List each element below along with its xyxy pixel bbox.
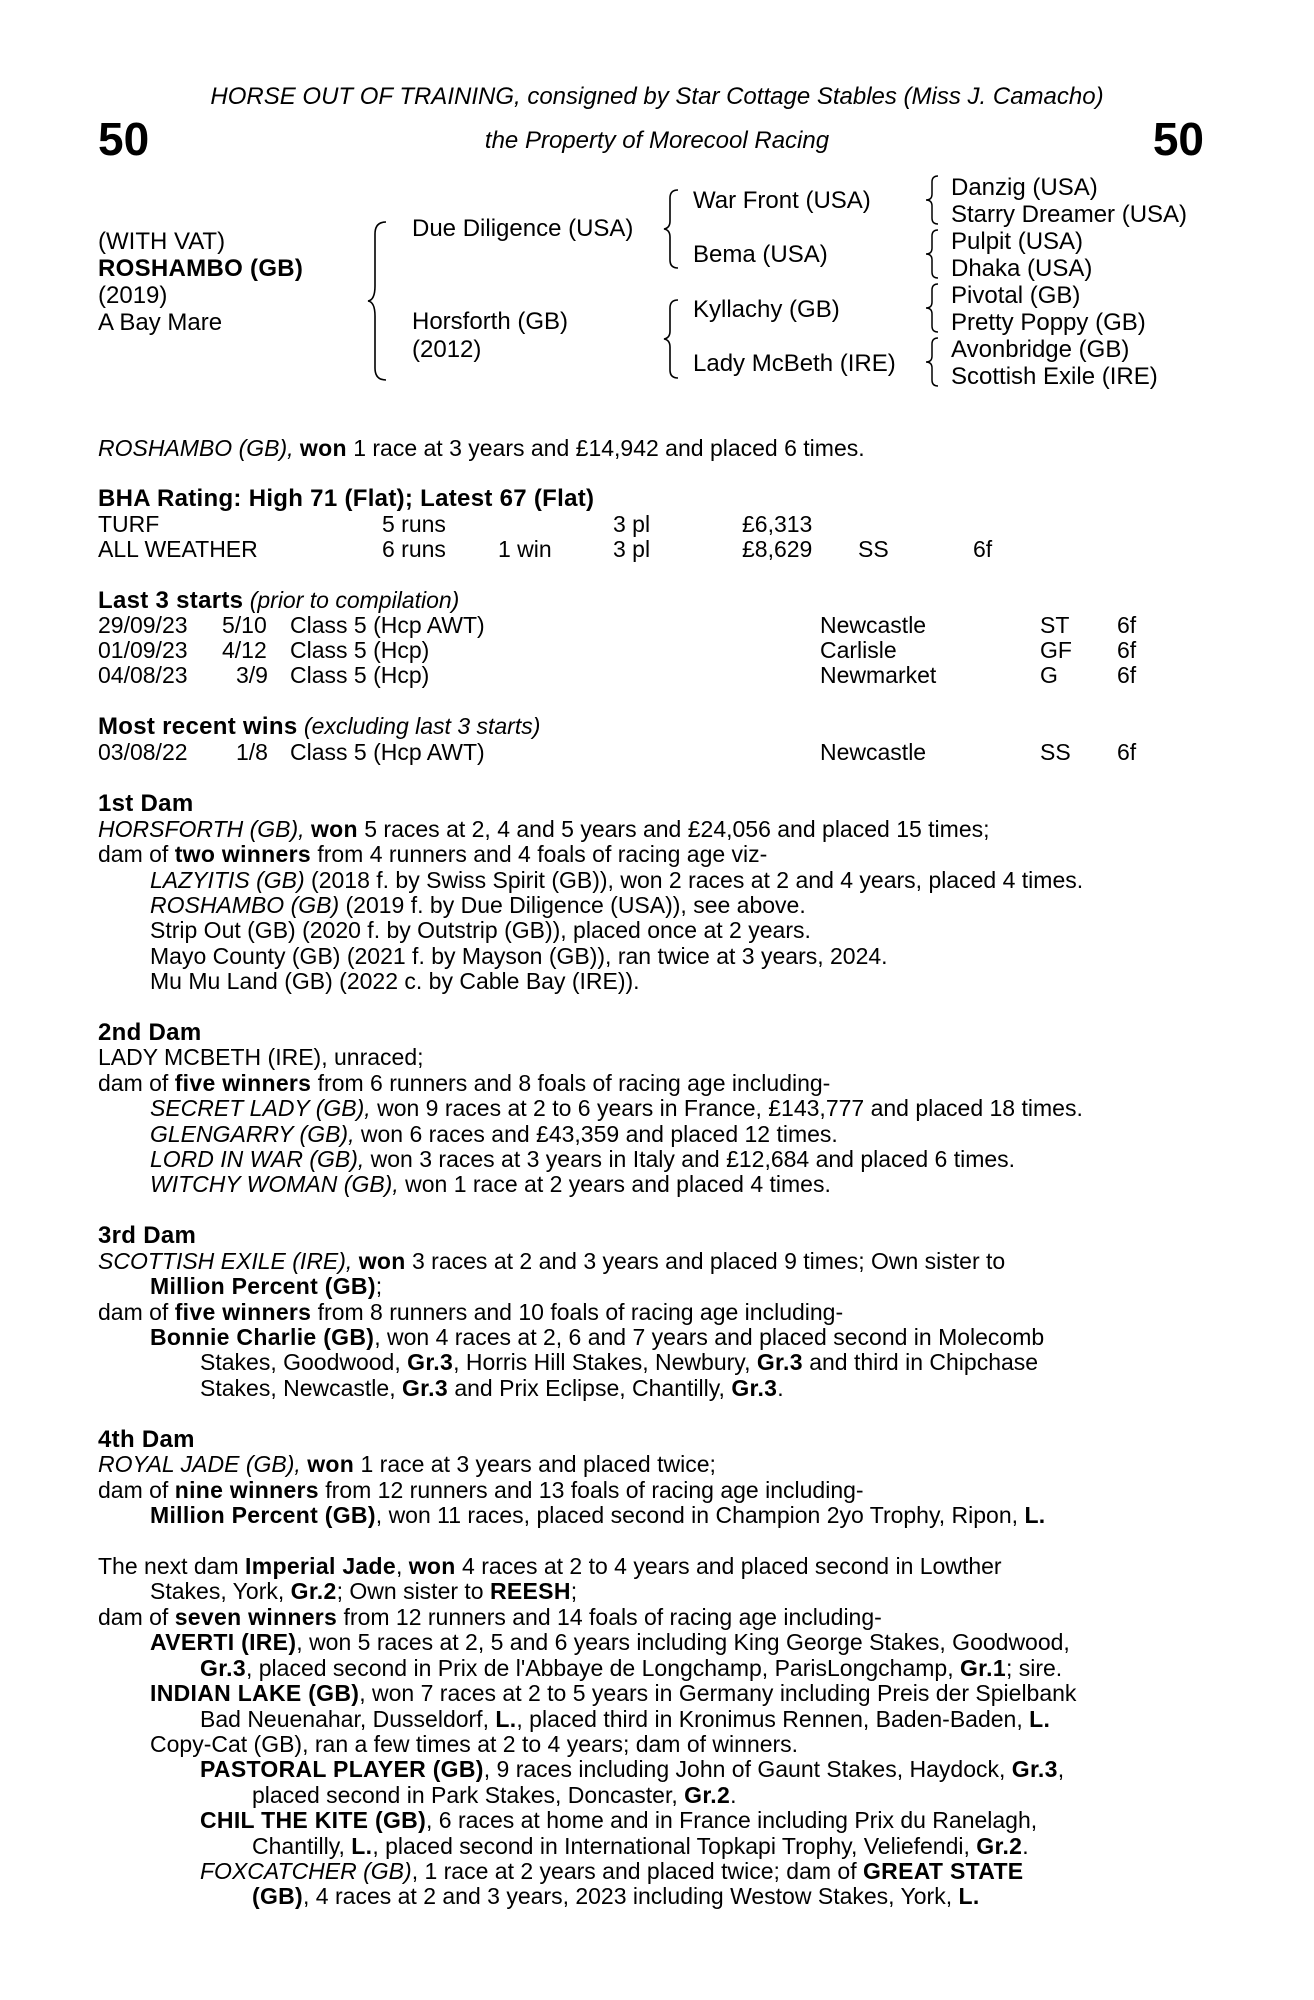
summary-won: won xyxy=(299,435,347,461)
foal-name: INDIAN LAKE (GB) xyxy=(150,1680,360,1706)
first-dam-name: HORSFORTH (GB), xyxy=(98,816,305,842)
rating-prize: £6,313 xyxy=(742,511,813,537)
third-dam-produce xyxy=(98,1300,843,1325)
rating-surface: ALL WEATHER xyxy=(98,536,258,562)
foal-record: won 1 race at 2 years and placed 4 times. xyxy=(405,1171,831,1197)
ggp-5: Pivotal (GB) xyxy=(951,282,1081,309)
next-dam-record-rest: ; Own sister to xyxy=(336,1578,484,1604)
foal-record: won 9 races at 2 to 6 years in France, £143,777 and placed 18 times. xyxy=(377,1095,1083,1121)
foal-record: , Horris Hill Stakes, Newbury, xyxy=(453,1349,751,1375)
race-grade: Gr.3 xyxy=(731,1375,778,1401)
third-dam-won: won xyxy=(358,1248,406,1274)
third-dam-record-rest: 3 races at 2 and 3 years and placed 9 times; Own sister to xyxy=(412,1248,1006,1274)
grandfoal-name: FOXCATCHER (GB) xyxy=(200,1858,412,1884)
foal-line xyxy=(150,1122,838,1147)
start-class: Class 5 (Hcp AWT) xyxy=(290,612,485,638)
pedigree-brace-main xyxy=(366,220,390,382)
foal-line xyxy=(150,1503,1045,1528)
next-dam-prefix: The next dam xyxy=(98,1553,239,1579)
start-going: ST xyxy=(1040,612,1070,638)
sibling-name: REESH xyxy=(489,1578,571,1604)
rating-going: SS xyxy=(858,536,889,562)
foal-name: GLENGARRY (GB), xyxy=(150,1121,355,1147)
ggp-3: Pulpit (USA) xyxy=(951,228,1084,255)
foal-line xyxy=(150,1630,1202,1655)
race-grade: Gr.1 xyxy=(959,1655,1006,1681)
great-grandfoal-country: (GB) xyxy=(252,1883,304,1909)
sire-sire: War Front (USA) xyxy=(693,187,871,214)
foal-record: won 6 races and £43,359 and placed 12 times. xyxy=(360,1121,838,1147)
grandfoal-record: , 1 race at 2 years and placed twice; dam of xyxy=(411,1858,857,1884)
foal-name: LAZYITIS (GB) xyxy=(150,867,305,893)
fourth-dam-record-rest: 1 race at 3 years and placed twice; xyxy=(360,1451,716,1477)
last-starts-note: (prior to compilation) xyxy=(249,587,460,613)
rating-prize: £8,629 xyxy=(742,536,813,562)
grandfoal-line-cont xyxy=(252,1783,737,1808)
last-starts-heading xyxy=(98,588,459,613)
fourth-dam-produce xyxy=(98,1478,864,1503)
ggp-4: Dhaka (USA) xyxy=(951,255,1093,282)
rating-runs: 5 runs xyxy=(382,511,446,537)
next-dam-record-rest: 4 races at 2 to 4 years and placed second in Lowther xyxy=(462,1553,1002,1579)
win-going: SS xyxy=(1040,739,1071,765)
fourth-dam-won: won xyxy=(307,1451,355,1477)
foal-line: Mu Mu Land (GB) (2022 c. by Cable Bay (IRE)). xyxy=(150,968,640,994)
foal-line-cont xyxy=(200,1707,1050,1732)
grandfoal-record: placed second in Park Stakes, Doncaster, xyxy=(252,1782,678,1808)
produce-rest: from 12 runners and 14 foals of racing age including- xyxy=(343,1604,882,1630)
produce-prefix: dam of xyxy=(98,1299,169,1325)
race-grade: L. xyxy=(495,1706,517,1732)
foal-name: Million Percent (GB) xyxy=(150,1502,376,1528)
produce-prefix: dam of xyxy=(98,1604,169,1630)
start-course: Newcastle xyxy=(820,612,927,638)
dam-dam: Lady McBeth (IRE) xyxy=(693,350,896,377)
vat-note: (WITH VAT) xyxy=(98,228,226,255)
foal-record: ; sire. xyxy=(1005,1655,1063,1681)
produce-rest: from 8 runners and 10 foals of racing age including- xyxy=(317,1299,844,1325)
third-dam-heading: 3rd Dam xyxy=(98,1222,197,1249)
start-class: Class 5 (Hcp) xyxy=(290,637,430,663)
dam-sire: Kyllachy (GB) xyxy=(693,296,840,323)
recent-wins-title: Most recent wins xyxy=(98,713,298,740)
foal-line: Copy-Cat (GB), ran a few times at 2 to 4 years; dam of winners. xyxy=(150,1731,799,1757)
foal-record: , placed third in Kronimus Rennen, Baden-Baden, xyxy=(516,1706,1023,1732)
produce-winners: nine winners xyxy=(174,1477,319,1503)
foal-record: (2019 f. by Due Diligence (USA)), see above. xyxy=(345,892,806,918)
pedigree-brace-ggp-1 xyxy=(924,174,942,226)
ggp-2: Starry Dreamer (USA) xyxy=(951,201,1188,228)
foal-name: ROSHAMBO (GB) xyxy=(150,892,340,918)
start-going: GF xyxy=(1040,637,1072,663)
fourth-dam-record xyxy=(98,1452,716,1477)
great-grandfoal-record: , 4 races at 2 and 3 years, 2023 including Westow Stakes, York, xyxy=(303,1883,953,1909)
foal-line-cont xyxy=(200,1656,1202,1681)
horse-year: (2019) xyxy=(98,282,168,309)
win-class: Class 5 (Hcp AWT) xyxy=(290,739,485,765)
rating-wins: 1 win xyxy=(498,536,552,562)
grandfoal-punct: . xyxy=(730,1782,737,1808)
grandfoal-record: Chantilly, xyxy=(252,1833,345,1859)
pedigree-brace-ggp-2 xyxy=(924,228,942,280)
foal-record: and third in Chipchase xyxy=(809,1349,1039,1375)
first-dam-record-rest: 5 races at 2, 4 and 5 years and £24,056 and placed 15 times; xyxy=(364,816,990,842)
foal-name: LORD IN WAR (GB), xyxy=(150,1146,365,1172)
race-grade: Gr.2 xyxy=(290,1578,337,1604)
foal-record: Stakes, Goodwood, xyxy=(200,1349,401,1375)
foal-record: , won 7 races at 2 to 5 years in Germany including Preis der Spielbank xyxy=(359,1680,1077,1706)
pedigree-brace-ggp-3 xyxy=(924,282,942,334)
produce-rest: from 12 runners and 13 foals of racing age including- xyxy=(325,1477,864,1503)
next-dam-record xyxy=(98,1554,1202,1579)
grandfoal-line-cont xyxy=(252,1884,980,1909)
foal-line xyxy=(150,1681,1202,1706)
start-distance: 6f xyxy=(1117,612,1137,638)
grandfoal-line-cont xyxy=(252,1834,1029,1859)
next-dam-name: Imperial Jade xyxy=(245,1553,396,1579)
foal-record: , won 4 races at 2, 6 and 7 years and placed second in Molecomb xyxy=(374,1324,1045,1350)
first-dam-record xyxy=(98,817,990,842)
third-dam-sister xyxy=(150,1274,382,1299)
grandfoal-record: , placed second in International Topkapi Trophy, Veliefendi, xyxy=(372,1833,970,1859)
first-dam-heading: 1st Dam xyxy=(98,790,194,817)
start-date: 29/09/23 xyxy=(98,612,188,638)
produce-winners: five winners xyxy=(174,1299,312,1325)
start-position: 5/10 xyxy=(222,612,267,638)
race-grade: Gr.3 xyxy=(407,1349,454,1375)
recent-wins-note: (excluding last 3 starts) xyxy=(303,713,541,739)
foal-name: SECRET LADY (GB), xyxy=(150,1095,371,1121)
ggp-1: Danzig (USA) xyxy=(951,174,1098,201)
grandfoal-line xyxy=(200,1808,1202,1833)
produce-prefix: dam of xyxy=(98,1070,169,1096)
start-distance: 6f xyxy=(1117,662,1137,688)
pedigree-brace-sire xyxy=(662,188,682,270)
foal-line xyxy=(150,868,1083,893)
foal-name: AVERTI (IRE) xyxy=(150,1629,297,1655)
produce-winners: two winners xyxy=(174,841,311,867)
second-dam-heading: 2nd Dam xyxy=(98,1019,202,1046)
rating-surface: TURF xyxy=(98,511,160,537)
property-line: the Property of Morecool Racing xyxy=(484,127,830,154)
produce-rest: from 4 runners and 4 foals of racing age viz- xyxy=(317,841,768,867)
second-dam-produce xyxy=(98,1071,830,1096)
third-dam-record xyxy=(98,1249,1202,1274)
win-distance: 6f xyxy=(1117,739,1137,765)
next-dam-record-cont xyxy=(150,1579,577,1604)
start-date: 04/08/23 xyxy=(98,662,188,688)
start-course: Newmarket xyxy=(820,662,937,688)
grandfoal-record: , 9 races including John of Gaunt Stakes, Haydock, xyxy=(483,1756,1006,1782)
great-grandfoal-name: GREAT STATE xyxy=(862,1858,1024,1884)
produce-winners: seven winners xyxy=(174,1604,338,1630)
next-dam-punct: , xyxy=(395,1553,403,1579)
foal-record: , won 5 races at 2, 5 and 6 years including King George Stakes, Goodwood, xyxy=(296,1629,1070,1655)
grandfoal-line xyxy=(200,1859,1202,1884)
foal-record: (2018 f. by Swiss Spirit (GB)), won 2 races at 2 and 4 years, placed 4 times. xyxy=(311,867,1084,893)
race-grade: Gr.3 xyxy=(401,1375,448,1401)
grandfoal-name: PASTORAL PLAYER (GB) xyxy=(200,1756,484,1782)
foal-record: won 3 races at 3 years in Italy and £12,684 and placed 6 times. xyxy=(370,1146,1016,1172)
foal-line xyxy=(150,1096,1083,1121)
ggp-8: Scottish Exile (IRE) xyxy=(951,363,1158,390)
foal-record: Stakes, Newcastle, xyxy=(200,1375,396,1401)
grandfoal-record: , 6 races at home and in France including Prix du Ranelagh, xyxy=(426,1807,1038,1833)
recent-wins-heading xyxy=(98,714,540,739)
foal-line-cont xyxy=(200,1350,1202,1375)
start-distance: 6f xyxy=(1117,637,1137,663)
start-going: G xyxy=(1040,662,1058,688)
sister-punct: ; xyxy=(375,1273,383,1299)
start-date: 01/09/23 xyxy=(98,637,188,663)
foal-line: Strip Out (GB) (2020 f. by Outstrip (GB)), placed once at 2 years. xyxy=(150,917,811,943)
race-grade: Gr.3 xyxy=(200,1655,246,1681)
foal-record: . xyxy=(777,1375,784,1401)
second-dam-record: LADY MCBETH (IRE), unraced; xyxy=(98,1044,424,1070)
foal-line xyxy=(150,1172,831,1197)
next-dam-record-rest: Stakes, York, xyxy=(150,1578,285,1604)
summary-horse: ROSHAMBO (GB), xyxy=(98,435,294,461)
fourth-dam-heading: 4th Dam xyxy=(98,1426,195,1453)
foal-line xyxy=(150,1325,1202,1350)
foal-name: WITCHY WOMAN (GB), xyxy=(150,1171,399,1197)
bha-rating-heading: BHA Rating: High 71 (Flat); Latest 67 (Flat) xyxy=(98,485,595,512)
grandfoal-punct: . xyxy=(1022,1833,1029,1859)
start-class: Class 5 (Hcp) xyxy=(290,662,430,688)
third-dam-name: SCOTTISH EXILE (IRE), xyxy=(98,1248,353,1274)
grandfoal-name: CHIL THE KITE (GB) xyxy=(200,1807,427,1833)
win-course: Newcastle xyxy=(820,739,927,765)
next-dam-produce xyxy=(98,1605,882,1630)
rating-distance: 6f xyxy=(973,536,993,562)
start-position: 3/9 xyxy=(236,662,268,688)
win-date: 03/08/22 xyxy=(98,739,188,765)
win-position: 1/8 xyxy=(236,739,268,765)
foal-record: , placed second in Prix de l'Abbaye de Longchamp, ParisLongchamp, xyxy=(245,1655,954,1681)
sire-dam: Bema (USA) xyxy=(693,241,828,268)
lot-number-left: 50 xyxy=(98,113,150,165)
horse-name: ROSHAMBO (GB) xyxy=(98,255,304,282)
race-grade: Gr.3 xyxy=(756,1349,803,1375)
dam-name: Horsforth (GB) xyxy=(412,308,569,335)
foal-name: Bonnie Charlie (GB) xyxy=(150,1324,375,1350)
start-course: Carlisle xyxy=(820,637,897,663)
ggp-7: Avonbridge (GB) xyxy=(951,336,1130,363)
foal-record: , won 11 races, placed second in Champion 2yo Trophy, Ripon, xyxy=(375,1502,1019,1528)
rating-placed: 3 pl xyxy=(613,511,651,537)
next-dam-punct: ; xyxy=(570,1578,578,1604)
pedigree-brace-ggp-4 xyxy=(924,336,942,388)
rating-placed: 3 pl xyxy=(613,536,651,562)
race-grade: L. xyxy=(351,1833,373,1859)
next-dam-won: won xyxy=(408,1553,456,1579)
rating-runs: 6 runs xyxy=(382,536,446,562)
foal-line-cont xyxy=(200,1376,784,1401)
first-dam-produce xyxy=(98,842,767,867)
racing-summary xyxy=(98,436,865,461)
produce-rest: from 6 runners and 8 foals of racing age including- xyxy=(317,1070,831,1096)
foal-record: Bad Neuenahar, Dusseldorf, xyxy=(200,1706,489,1732)
grandfoal-line xyxy=(200,1757,1202,1782)
race-grade: Gr.3 xyxy=(1011,1756,1058,1782)
summary-rest: 1 race at 3 years and £14,942 and placed 6 times. xyxy=(353,435,865,461)
last-starts-title: Last 3 starts xyxy=(98,587,244,614)
foal-line xyxy=(150,1147,1015,1172)
lot-number-right: 50 xyxy=(1152,113,1204,165)
ggp-6: Pretty Poppy (GB) xyxy=(951,309,1146,336)
produce-prefix: dam of xyxy=(98,841,169,867)
foal-line xyxy=(150,893,806,918)
foal-line: Mayo County (GB) (2021 f. by Mayson (GB)), ran twice at 3 years, 2024. xyxy=(150,943,888,969)
dam-year: (2012) xyxy=(412,336,482,363)
grandfoal-punct: , xyxy=(1057,1756,1065,1782)
start-position: 4/12 xyxy=(222,637,267,663)
produce-prefix: dam of xyxy=(98,1477,169,1503)
pedigree-brace-dam xyxy=(662,298,682,380)
sire-name: Due Diligence (USA) xyxy=(412,215,634,242)
race-grade: L. xyxy=(1029,1706,1051,1732)
sister-name: Million Percent (GB) xyxy=(150,1273,376,1299)
race-grade: Gr.2 xyxy=(976,1833,1023,1859)
produce-winners: five winners xyxy=(174,1070,312,1096)
race-grade: Gr.2 xyxy=(684,1782,731,1808)
consignment-line: HORSE OUT OF TRAINING, consigned by Star Cottage Stables (Miss J. Camacho) xyxy=(210,83,1104,110)
horse-description: A Bay Mare xyxy=(98,309,223,336)
fourth-dam-name: ROYAL JADE (GB), xyxy=(98,1451,301,1477)
foal-record: and Prix Eclipse, Chantilly, xyxy=(454,1375,725,1401)
first-dam-won: won xyxy=(310,816,358,842)
race-grade: L. xyxy=(1024,1502,1046,1528)
race-grade: L. xyxy=(958,1883,980,1909)
